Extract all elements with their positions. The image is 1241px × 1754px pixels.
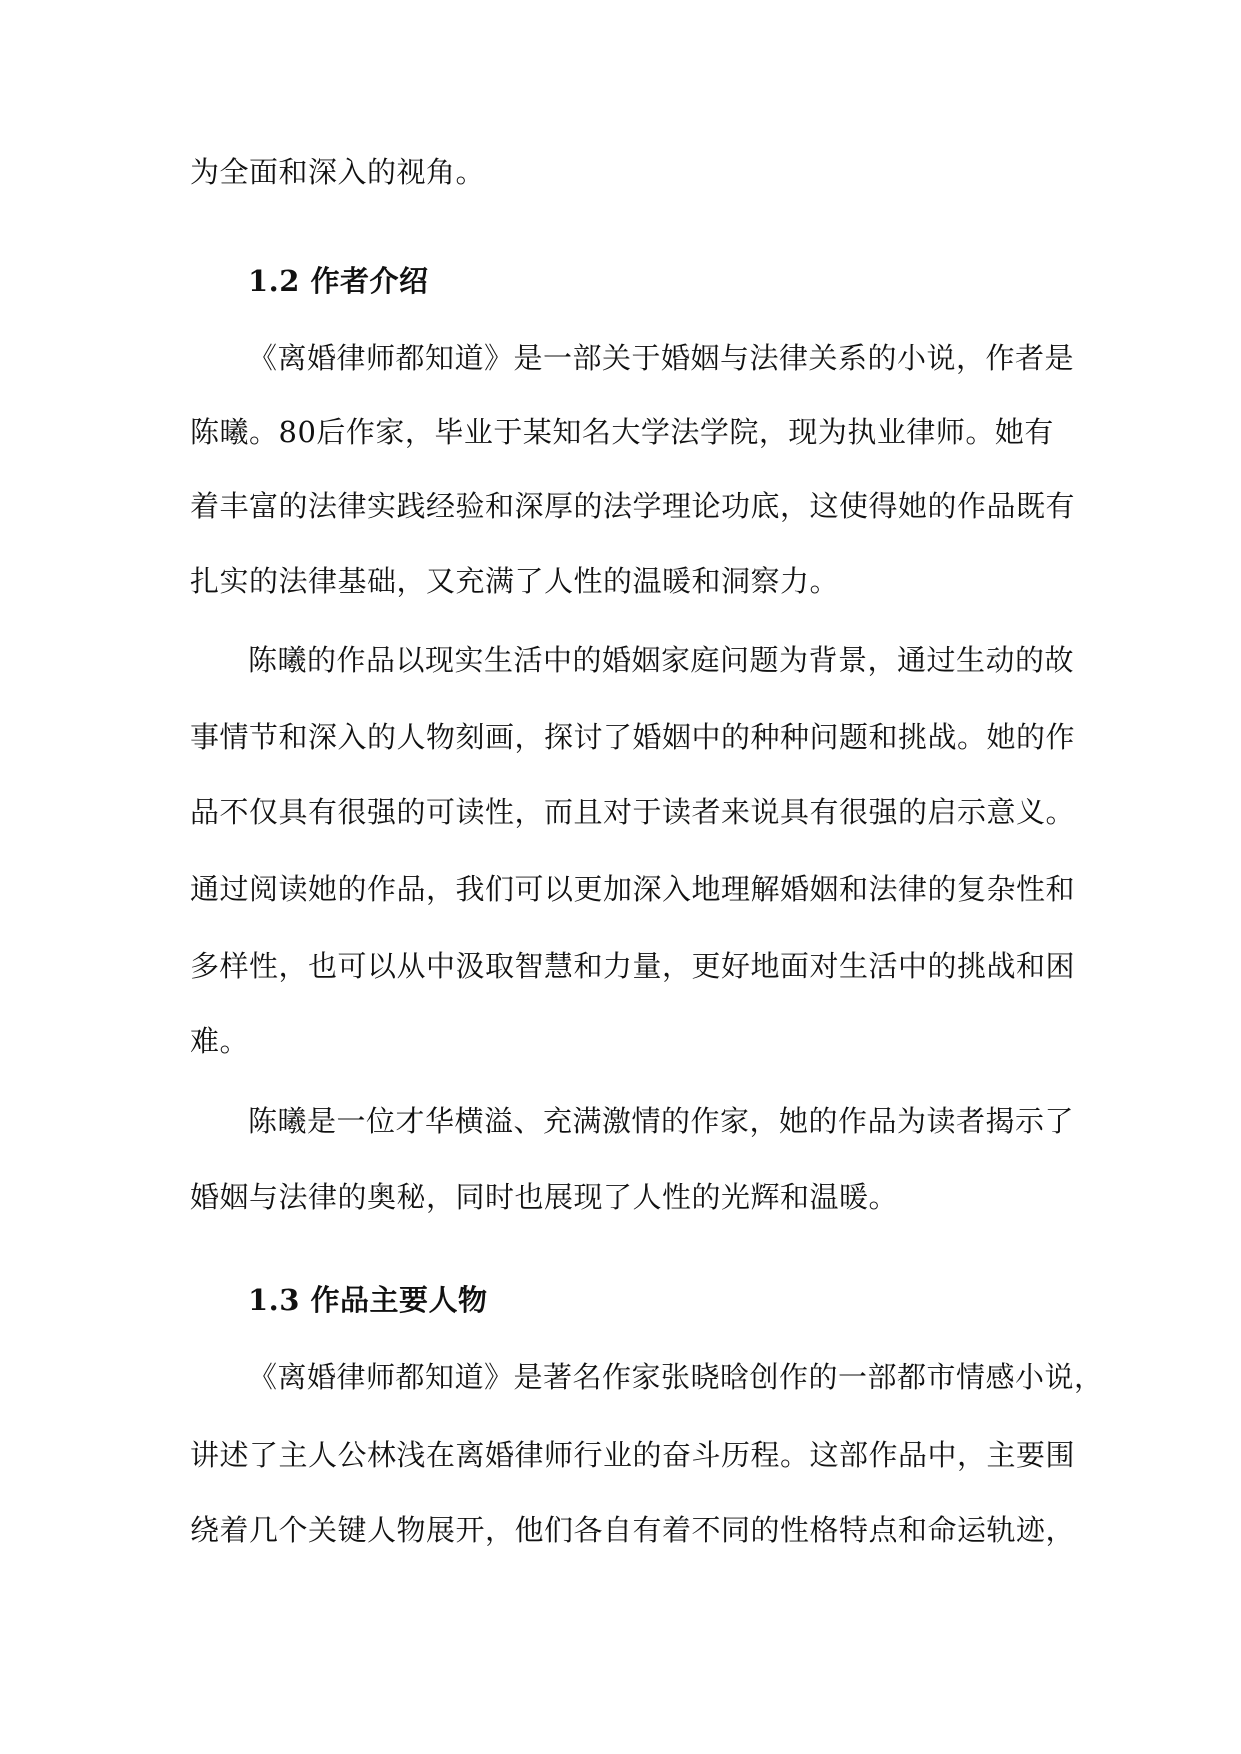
paragraph-line: 陈曦是一位才华横溢、充满激情的作家，她的作品为读者揭示了 (248, 1104, 1075, 1138)
paragraph-line: 着丰富的法律实践经验和深厚的法学理论功底，这使得她的作品既有 (190, 489, 1076, 523)
paragraph-line: 婚姻与法律的奥秘，同时也展现了人性的光辉和温暖。 (190, 1180, 899, 1214)
paragraph-line: 讲述了主人公林浅在离婚律师行业的奋斗历程。这部作品中，主要围 (190, 1438, 1076, 1472)
paragraph-line: 《离婚律师都知道》是一部关于婚姻与法律关系的小说，作者是 (248, 341, 1075, 375)
paragraph-line: 扎实的法律基础，又充满了人性的温暖和洞察力。 (190, 564, 840, 598)
paragraph-line: 品不仅具有很强的可读性，而且对于读者来说具有很强的启示意义。 (190, 795, 1076, 829)
paragraph-line: 难。 (190, 1024, 250, 1058)
section-heading-1-2: 1.2 作者介绍 (248, 264, 429, 298)
paragraph-line: 《离婚律师都知道》是著名作家张晓晗创作的一部都市情感小说， (248, 1360, 1104, 1394)
paragraph-line: 陈曦的作品以现实生活中的婚姻家庭问题为背景，通过生动的故 (248, 643, 1075, 677)
paragraph-line: 绕着几个关键人物展开，他们各自有着不同的性格特点和命运轨迹， (190, 1513, 1076, 1547)
paragraph-line: 多样性，也可以从中汲取智慧和力量，更好地面对生活中的挑战和困 (190, 949, 1076, 983)
paragraph-line: 通过阅读她的作品，我们可以更加深入地理解婚姻和法律的复杂性和 (190, 872, 1076, 906)
section-heading-1-3: 1.3 作品主要人物 (248, 1283, 488, 1317)
paragraph-line: 事情节和深入的人物刻画，探讨了婚姻中的种种问题和挑战。她的作 (190, 720, 1076, 754)
paragraph-continuation-line: 为全面和深入的视角。 (190, 155, 486, 189)
paragraph-line: 陈曦。80后作家，毕业于某知名大学法学院，现为执业律师。她有 (190, 415, 1054, 449)
